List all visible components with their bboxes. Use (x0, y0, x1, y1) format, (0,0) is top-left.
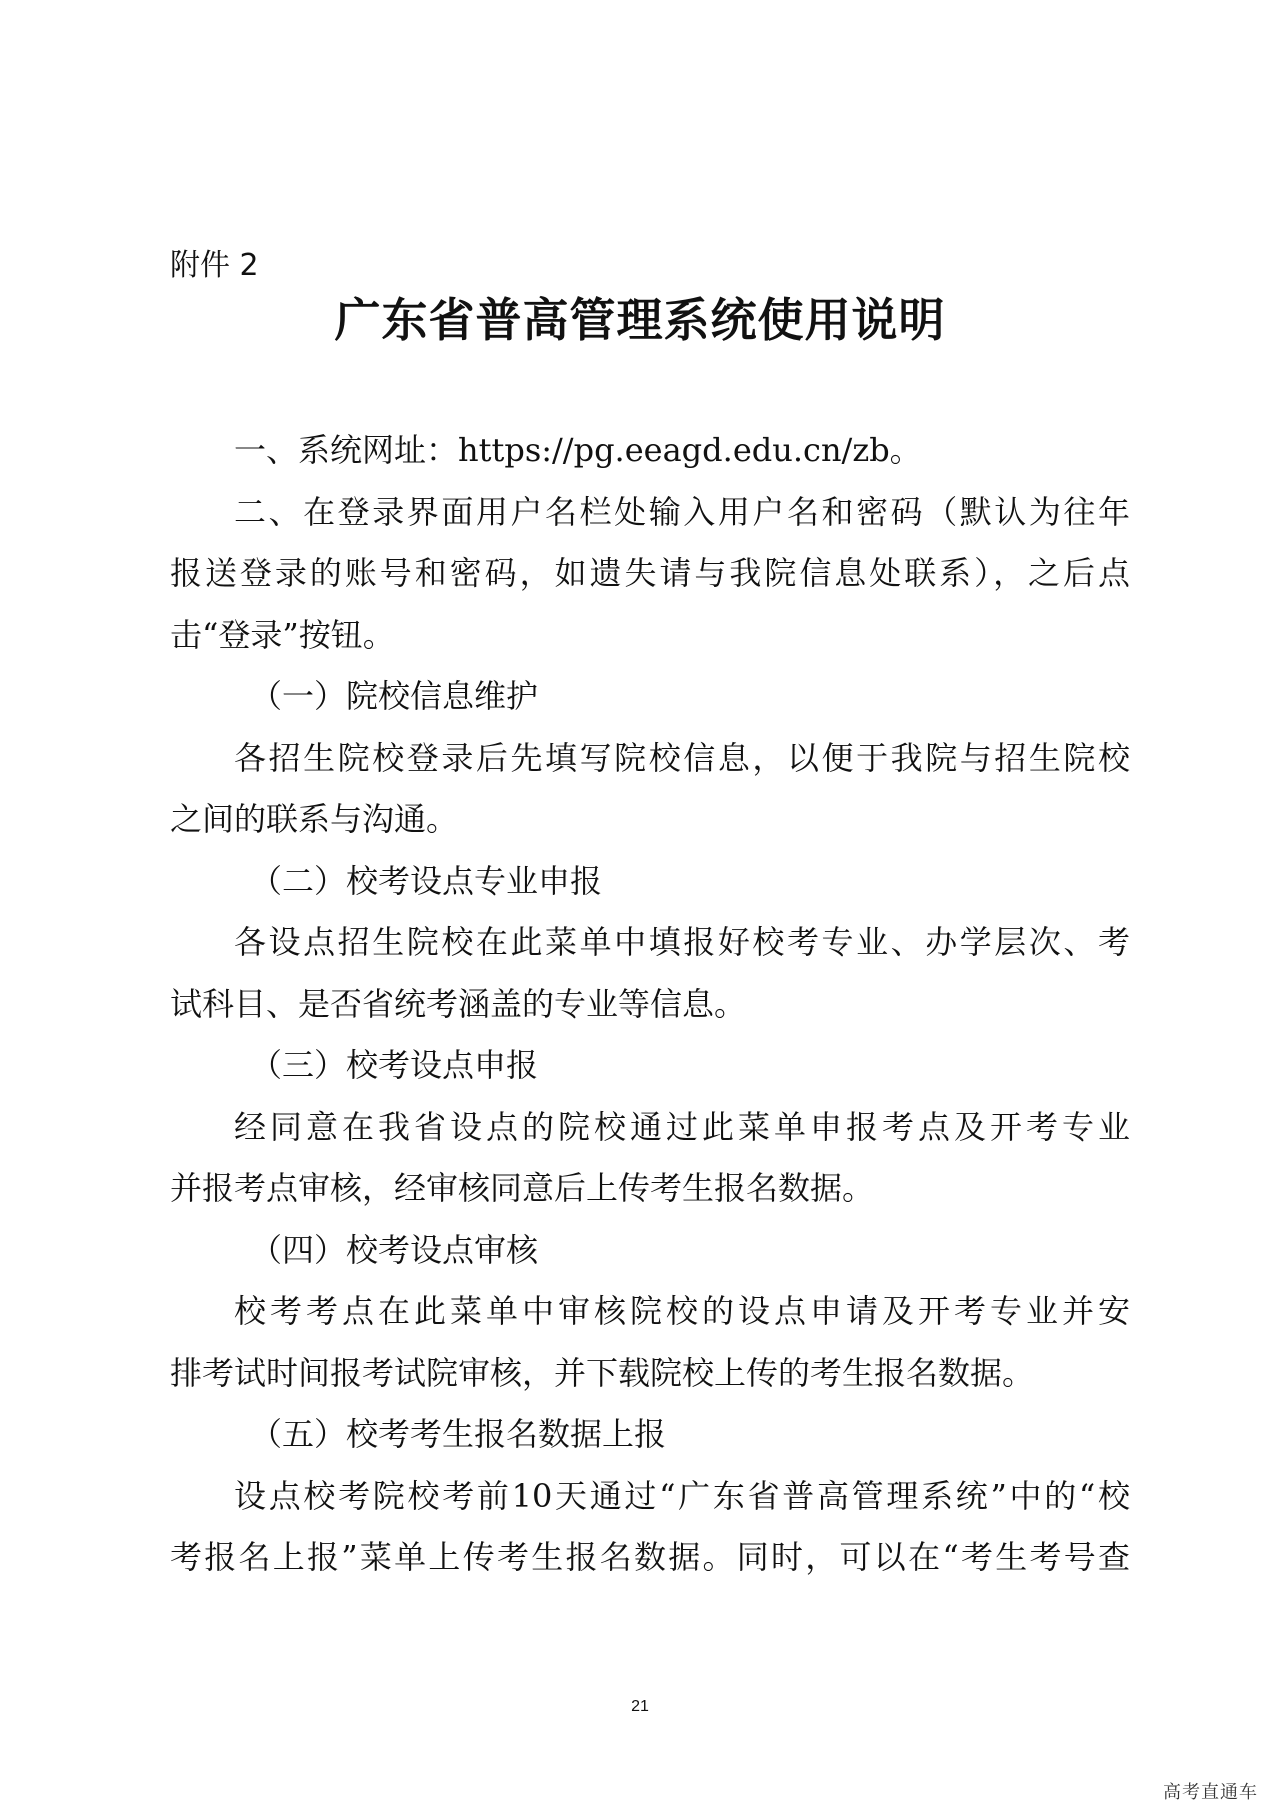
section-3-text-line-1: 经同意在我省设点的院校通过此菜单申报考点及开考专业 (234, 1107, 1130, 1146)
section-4-text-line-2: 排考试时间报考试院审核，并下载院校上传的考生报名数据。 (170, 1353, 1035, 1392)
page-number: 21 (631, 1698, 649, 1715)
section-heading-5: （五）校考考生报名数据上报 (250, 1415, 667, 1453)
page-title: 广东省普高管理系统使用说明 (334, 293, 946, 347)
section-heading-1: （一）院校信息维护 (250, 677, 539, 715)
section-2-text-line-1: 各设点招生院校在此菜单中填报好校考专业、办学层次、考 (234, 923, 1130, 961)
section-2-text-line-2: 试科目、是否省统考涵盖的专业等信息。 (170, 984, 747, 1023)
section-heading-3: （三）校考设点申报 (250, 1046, 539, 1084)
paragraph-url: 一、系统网址：https://pg.eeagd.edu.cn/zb。 (234, 431, 922, 469)
watermark: 高考直通车 (1163, 1782, 1258, 1803)
paragraph-login-line-1: 二、在登录界面用户名栏处输入用户名和密码（默认为往年 (234, 492, 1130, 531)
document-body (170, 420, 1130, 1589)
section-1-text-line-1: 各招生院校登录后先填写院校信息，以便于我院与招生院校 (234, 738, 1130, 777)
section-heading-4: （四）校考设点审核 (250, 1230, 539, 1269)
attachment-label: 附件 2 (170, 248, 259, 283)
section-4-text-line-1: 校考考点在此菜单中审核院校的设点申请及开考专业并安 (234, 1292, 1130, 1330)
section-5-text-line-1: 设点校考院校考前10天通过“广东省普高管理系统”中的“校 (234, 1476, 1130, 1515)
section-3-text-line-2: 并报考点审核，经审核同意后上传考生报名数据。 (170, 1169, 875, 1207)
section-1-text-line-2: 之间的联系与沟通。 (170, 800, 459, 838)
paragraph-login-line-3: 击“登录”按钮。 (170, 615, 395, 654)
section-5-text-line-2: 考报名上报”菜单上传考生报名数据。同时，可以在“考生考号查 (170, 1538, 1130, 1576)
paragraph-login-line-2: 报送登录的账号和密码，如遗失请与我院信息处联系），之后点 (170, 554, 1130, 592)
section-heading-2: （二）校考设点专业申报 (250, 861, 603, 900)
